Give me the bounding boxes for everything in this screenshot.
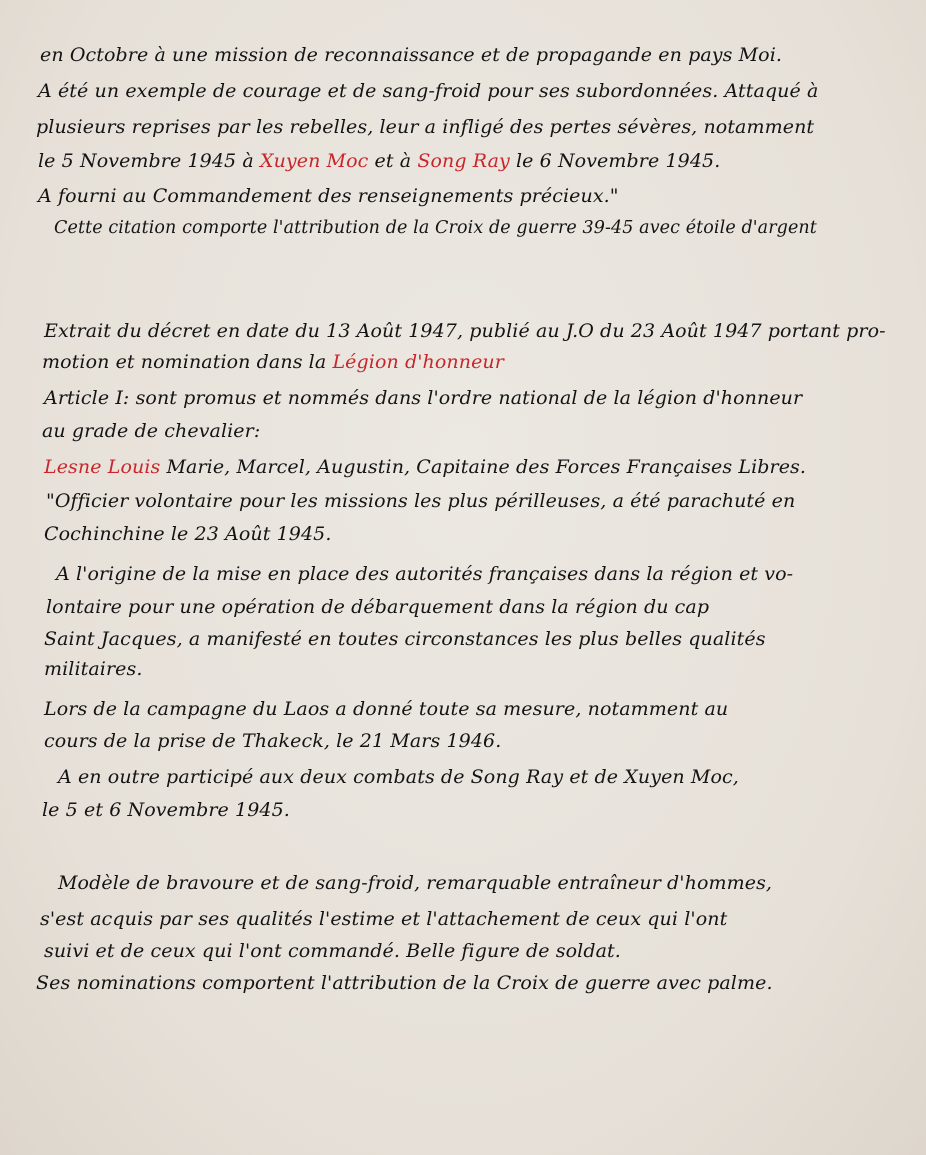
text-line: A l'origine de la mise en place des autorités françaises dans la région et vo- [56,563,794,585]
text-line: Modèle de bravoure et de sang-froid, remarquable entraîneur d'hommes, [58,872,773,894]
text-line: Article I: sont promus et nommés dans l'ordre national de la légion d'honneur [44,387,803,409]
text-line: Lors de la campagne du Laos a donné toute sa mesure, notamment au [44,698,729,720]
text-line: le 5 et 6 Novembre 1945. [42,799,290,821]
text-line: lontaire pour une opération de débarquement dans la région du cap [46,596,710,618]
text-line: Lesne Louis Marie, Marcel, Augustin, Capitaine des Forces Françaises Libres. [44,456,807,478]
text-line: cours de la prise de Thakeck, le 21 Mars 1946. [44,730,502,752]
place-name-xuyen-moc: Xuyen Moc [259,150,369,172]
text-line: plusieurs reprises par les rebelles, leur a infligé des pertes sévères, notamment [36,116,815,138]
text-line: au grade de chevalier: [42,420,261,442]
text-line: le 5 Novembre 1945 à Xuyen Moc et à Song Ray le 6 Novembre 1945. [38,150,721,172]
text-line: A fourni au Commandement des renseignements précieux." [38,185,619,207]
text-line: militaires. [44,658,143,680]
place-name-song-ray: Song Ray [417,150,510,172]
text-line: s'est acquis par ses qualités l'estime et l'attachement de ceux qui l'ont [40,908,728,930]
text-line: A été un exemple de courage et de sang-froid pour ses subordonnées. Attaqué à [38,80,819,102]
text-line: Cette citation comporte l'attribution de la Croix de guerre 39-45 avec étoile d'argent [54,218,817,238]
text-line: Extrait du décret en date du 13 Août 1947, publié au J.O du 23 Août 1947 portant pro- [44,320,886,342]
text-line: Saint Jacques, a manifesté en toutes circonstances les plus belles qualités [44,628,766,650]
text-line: motion et nomination dans la Légion d'honneur [42,351,504,373]
text-line: Ses nominations comportent l'attribution de la Croix de guerre avec palme. [36,972,773,994]
text-line: suivi et de ceux qui l'ont commandé. Belle figure de soldat. [44,940,621,962]
person-name: Lesne Louis [44,456,161,478]
text-line: "Officier volontaire pour les missions les plus périlleuses, a été parachuté en [46,490,796,512]
text-line: A en outre participé aux deux combats de Song Ray et de Xuyen Moc, [58,766,739,788]
legion-honneur-heading: Légion d'honneur [332,351,504,373]
text-line: en Octobre à une mission de reconnaissance et de propagande en pays Moi. [40,44,783,66]
text-line: Cochinchine le 23 Août 1945. [44,523,332,545]
